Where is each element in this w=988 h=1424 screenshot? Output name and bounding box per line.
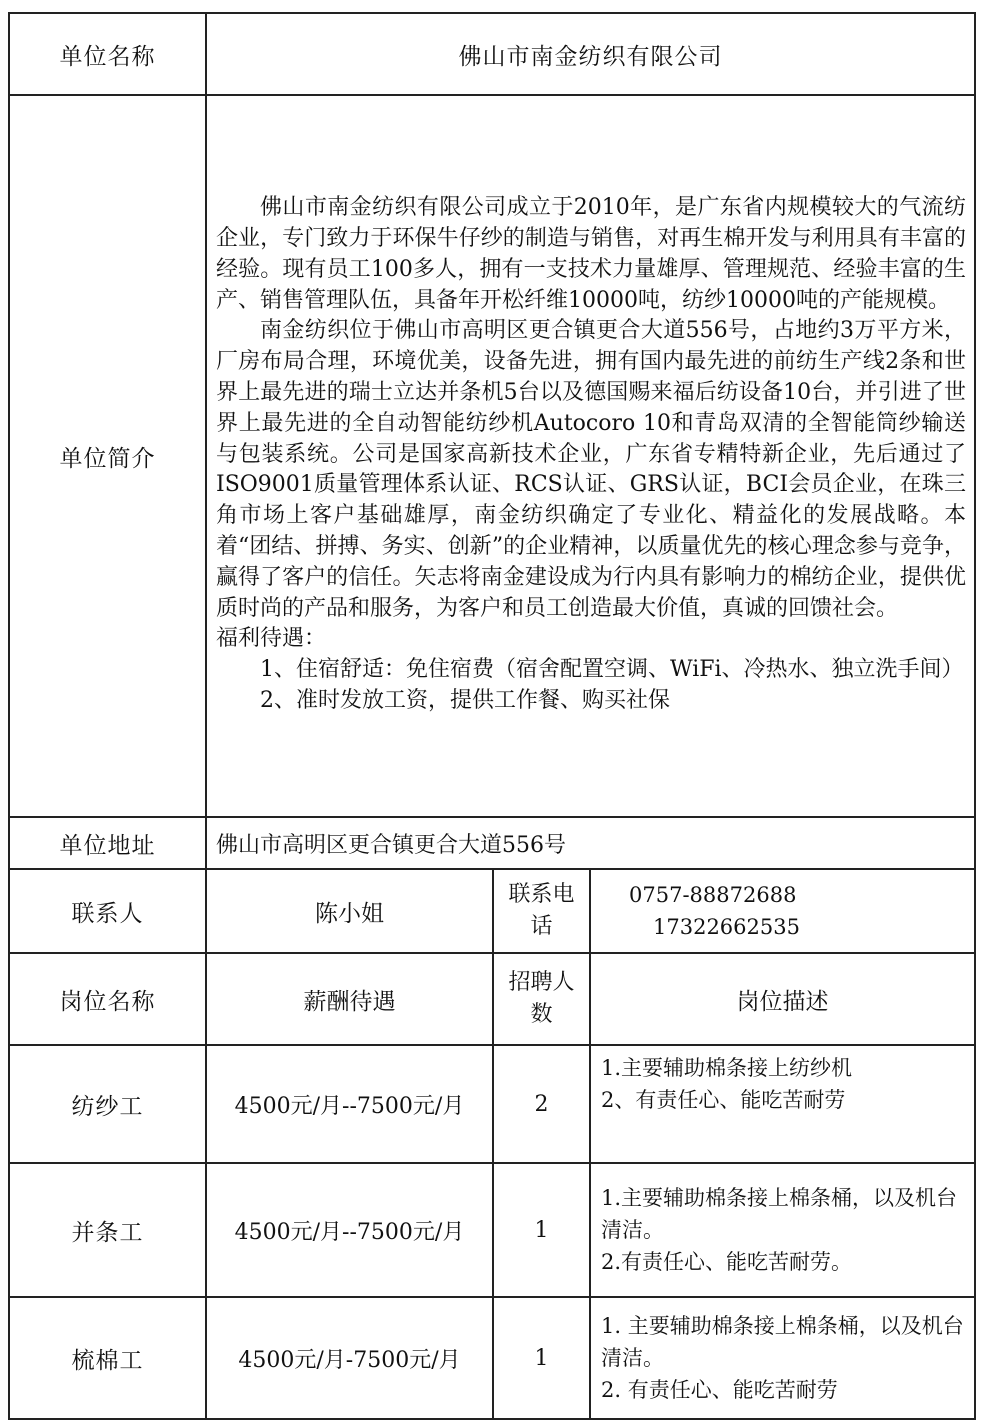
company-intro — [206, 95, 975, 817]
jobs-header-row — [9, 953, 975, 1045]
job-position: 纺纱工 — [9, 1045, 206, 1163]
job-row — [9, 1297, 975, 1419]
job-description — [590, 1045, 975, 1163]
job-description-line: 2、有责任心、能吃苦耐劳 — [601, 1088, 846, 1112]
job-headcount: 1 — [493, 1163, 590, 1297]
contact-row — [9, 869, 975, 953]
job-description-line: 1.主要辅助棉条接上棉条桶，以及机台清洁。 — [601, 1186, 958, 1242]
company-intro-label: 单位简介 — [9, 95, 206, 817]
contact-person: 陈小姐 — [206, 869, 493, 953]
job-row — [9, 1163, 975, 1297]
company-name-label: 单位名称 — [9, 13, 206, 95]
job-salary: 4500元/月--7500元/月 — [206, 1045, 493, 1163]
company-name: 佛山市南金纺织有限公司 — [206, 13, 975, 95]
job-headcount: 2 — [493, 1045, 590, 1163]
job-description — [590, 1297, 975, 1419]
job-position: 并条工 — [9, 1163, 206, 1297]
job-salary: 4500元/月-7500元/月 — [206, 1297, 493, 1419]
intro-paragraph-2: 南金纺织位于佛山市高明区更合镇更合大道556号，占地约3万平方米，厂房布局合理，环境优美，设备先进，拥有国内最先进的前纺生产线2条和世界上最先进的瑞士立达并条机5台以及德国赐来福后纺设备10台，并引进了世界上最先进的全自动智能纺纱机Autocoro 10和青岛双清的全智能筒纱输送与包装系统。公司是国家高新技术企业，广东省专精特新企业，先后通过了ISO9001质量管理体系认证、RCS认证、GRS认证，BCI会员企业，在珠三角市场上客户基础雄厚，南金纺织确定了专业化、精益化的发展战略。本着“团结、拼搏、务实、创新”的企业精神，以质量优先的核心理念参与竞争，赢得了客户的信任。矢志将南金建设成为行内具有影响力的棉纺企业，提供优质时尚的产品和服务，为客户和员工创造最大价值，真诚的回馈社会。 — [216, 318, 967, 621]
job-description-line: 2.有责任心、能吃苦耐劳。 — [601, 1250, 853, 1274]
job-salary: 4500元/月--7500元/月 — [206, 1163, 493, 1297]
company-intro-row — [9, 95, 975, 817]
phone-label: 联系电话 — [493, 869, 590, 953]
job-description-line: 1. 主要辅助棉条接上棉条桶，以及机台清洁。 — [601, 1314, 964, 1370]
phone-number-1: 0757-88872688 — [629, 883, 797, 907]
job-description — [590, 1163, 975, 1297]
header-headcount: 招聘人数 — [493, 953, 590, 1045]
header-salary: 薪酬待遇 — [206, 953, 493, 1045]
company-name-row — [9, 13, 975, 95]
job-headcount: 1 — [493, 1297, 590, 1419]
recruitment-table — [8, 12, 976, 1420]
address-row — [9, 817, 975, 869]
job-description-line: 2. 有责任心、能吃苦耐劳 — [601, 1378, 838, 1402]
phone-number-2: 17322662535 — [653, 915, 800, 939]
header-position: 岗位名称 — [9, 953, 206, 1045]
benefit-item-2: 2、准时发放工资，提供工作餐、购买社保 — [260, 687, 670, 713]
benefits-title: 福利待遇： — [216, 626, 327, 652]
phone-numbers — [590, 869, 975, 953]
benefit-item-1: 1、住宿舒适：免住宿费（宿舍配置空调、WiFi、冷热水、独立洗手间） — [260, 657, 964, 683]
job-description-line: 1.主要辅助棉条接上纺纱机 — [601, 1056, 853, 1080]
header-description: 岗位描述 — [590, 953, 975, 1045]
intro-paragraph-1: 佛山市南金纺织有限公司成立于2010年，是广东省内规模较大的气流纺企业，专门致力于环保牛仔纱的制造与销售，对再生棉开发与利用具有丰富的经验。现有员工100多人，拥有一支技术力量雄厚、管理规范、经验丰富的生产、销售管理队伍，具备年开松纤维10000吨，纺纱10000吨的产能规模。 — [216, 195, 967, 313]
job-position: 梳棉工 — [9, 1297, 206, 1419]
job-row — [9, 1045, 975, 1163]
contact-label: 联系人 — [9, 869, 206, 953]
company-address: 佛山市高明区更合镇更合大道556号 — [206, 817, 975, 869]
address-label: 单位地址 — [9, 817, 206, 869]
